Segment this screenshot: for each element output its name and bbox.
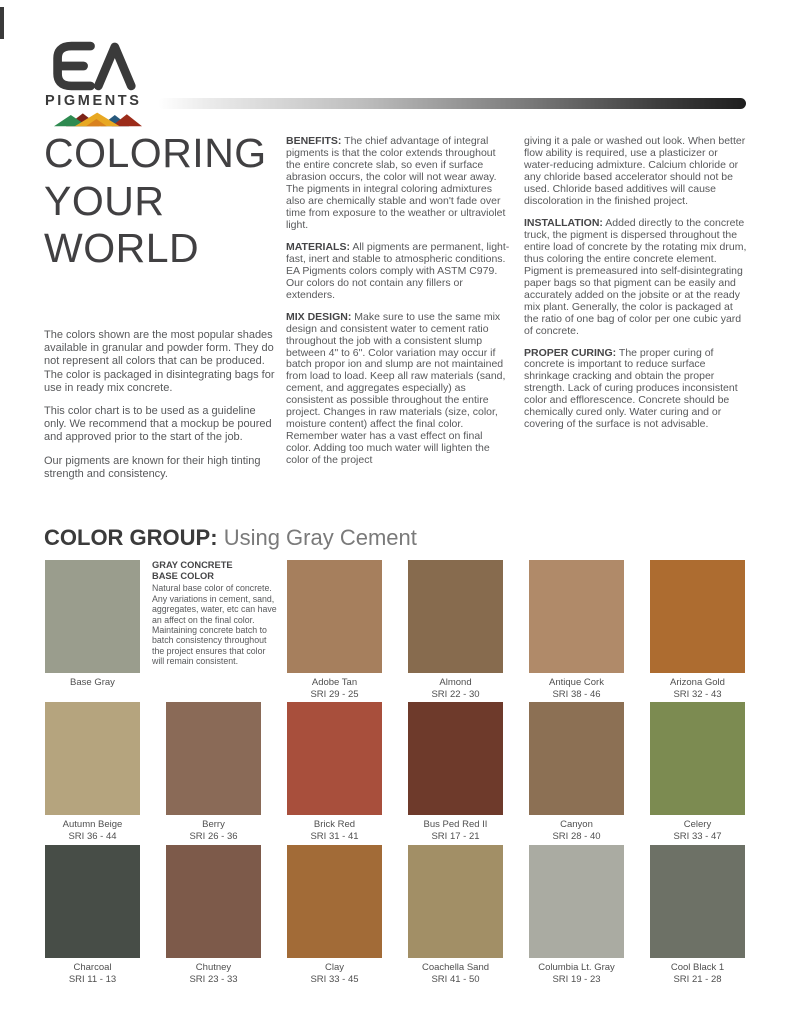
swatch-cell	[45, 560, 140, 702]
swatch-sri: SRI 29 - 25	[310, 689, 359, 701]
swatch-name: Autumn Beige	[62, 819, 123, 830]
color-swatch	[287, 560, 382, 673]
color-swatch	[45, 560, 140, 673]
color-group-value: Using Gray Cement	[223, 525, 417, 550]
swatch-sri: SRI 32 - 43	[673, 689, 722, 701]
proper-curing-paragraph: PROPER CURING: The proper curing of concrete is important to reduce surface shrinkage cracking and obtain the proper strength. Lack of curing produces inconsistent color and efflorescence. Concrete should be chemically cured only. Water curing and or covering of the surface is not advisable.	[524, 346, 738, 431]
color-swatch	[650, 702, 745, 815]
swatch-name: Antique Cork	[549, 677, 604, 688]
page-title-line1: COLORING	[44, 130, 267, 176]
swatch-sri: SRI 26 - 36	[189, 831, 238, 843]
swatch-sri: SRI 31 - 41	[310, 831, 359, 843]
intro-paragraph-1: The colors shown are the most popular shades available in granular and powder form. They do not represent all colors that can be produced. The color is packaged in disintegrating bags for use in ready mix concrete.	[44, 329, 275, 394]
swatch-sri: SRI 41 - 50	[431, 974, 480, 986]
color-swatch	[45, 845, 140, 958]
swatch-row-2	[45, 702, 750, 844]
swatch-name: Charcoal	[73, 962, 112, 973]
installation-label: INSTALLATION:	[524, 216, 603, 229]
swatch-sri: SRI 17 - 21	[431, 831, 480, 843]
swatch-row-1	[45, 560, 750, 702]
swatch-sri: SRI 21 - 28	[673, 974, 722, 986]
swatch-name: Canyon	[560, 819, 593, 830]
swatch-cell	[287, 702, 382, 844]
color-swatch	[650, 560, 745, 673]
intro-paragraph-3: Our pigments are known for their high tinting strength and consistency.	[44, 454, 261, 480]
mix-design-paragraph: MIX DESIGN: Make sure to use the same mix design and consistent water to cement ratio throughout the job with a consistent slump between 4" to 6". Color variation may occur if batch propor ion and slump are not maintained from load to load. Keep all raw materials (sand, cement, and aggregates especially) as consistent as possible throughout the entire project. Changes in raw materials (size, color, moisture content) affect the final color. Remember water has a vast effect on final color. Adding too much water will lighten the color of the project	[286, 310, 506, 467]
page-title-line3: WORLD	[44, 225, 200, 272]
intro-column	[44, 329, 276, 491]
swatch-name: Almond	[439, 677, 472, 688]
swatch-name: Clay	[324, 962, 344, 973]
color-swatch	[287, 702, 382, 815]
color-swatch	[529, 560, 624, 673]
swatch-name: Base Gray	[70, 677, 115, 688]
swatch-cell	[650, 560, 745, 702]
color-swatch	[529, 845, 624, 958]
swatch-sri: SRI 19 - 23	[552, 974, 601, 986]
swatch-cell	[166, 845, 261, 987]
swatch-sri: SRI 23 - 33	[189, 974, 238, 986]
swatch-name: Cool Black 1	[670, 962, 725, 973]
middle-column	[286, 136, 510, 477]
swatch-cell	[166, 702, 261, 844]
swatch-cell	[529, 702, 624, 844]
header-gradient-rule	[158, 98, 746, 109]
benefits-label: BENEFITS:	[286, 135, 342, 147]
swatch-name: Arizona Gold	[670, 677, 725, 688]
color-swatch	[529, 702, 624, 815]
swatch-cell	[650, 702, 745, 844]
swatch-sri: SRI 36 - 44	[68, 831, 117, 843]
swatch-sri: SRI 22 - 30	[431, 689, 480, 701]
gray-concrete-note-heading: GRAY CONCRETE BASE COLOR	[152, 560, 233, 581]
swatch-cell	[287, 845, 382, 987]
swatch-cell	[650, 845, 745, 987]
swatch-sri: SRI 38 - 46	[552, 689, 601, 701]
swatch-cell	[45, 845, 140, 987]
logo-subtitle: PIGMENTS	[45, 93, 142, 109]
swatch-name: Adobe Tan	[311, 677, 358, 688]
color-swatch	[287, 845, 382, 958]
ea-pigments-logo	[44, 40, 154, 132]
swatch-cell	[529, 560, 624, 702]
color-swatch	[408, 845, 503, 958]
swatch-name: Coachella Sand	[421, 962, 490, 973]
swatch-sri: SRI 33 - 45	[310, 974, 359, 986]
swatch-name: Brick Red	[313, 819, 356, 830]
swatch-name: Chutney	[195, 962, 232, 973]
color-swatch	[408, 560, 503, 673]
swatch-cell	[45, 702, 140, 844]
materials-label: MATERIALS:	[286, 240, 350, 253]
continued-paragraph: giving it a pale or washed out look. When better flow ability is required, use a plasticizer or water-reducing admixture. Calcium chloride or any chloride based accelerator should not be used. Chloride based additives will cause discoloration in the finished project.	[524, 135, 746, 207]
benefits-paragraph: BENEFITS: The chief advantage of integral pigments is that the color extends throughout the entire concrete slab, so even if surface abrasion occurs, the color will not wear away. The pigments in integral coloring admixtures also are chemically stable and won't fade over time from exposure to the weather or ultraviolet light.	[286, 135, 506, 231]
swatch-sri: SRI 11 - 13	[68, 974, 117, 986]
swatch-name: Celery	[683, 819, 712, 830]
gray-concrete-note-text: Natural base color of concrete. Any variations in cement, sand, aggregates, water, etc can have an affect on the final color. Maintaining concrete batch to batch consistency throughout the project ensures that color will remain consistent.	[152, 583, 277, 666]
swatch-cell	[408, 702, 503, 844]
pigment-piles-icon	[44, 111, 152, 127]
ea-logo-icon	[44, 40, 144, 92]
swatch-cell	[408, 845, 503, 987]
color-group-heading	[44, 525, 417, 551]
swatch-name: Bus Ped Red II	[423, 819, 488, 830]
swatch-sri: SRI 28 - 40	[552, 831, 601, 843]
page-title	[44, 130, 267, 273]
page-title-line2: YOUR	[44, 177, 165, 224]
intro-paragraph-2: This color chart is to be used as a guideline only. We recommend that a mockup be poured and approved prior to the start of the job.	[44, 404, 272, 444]
proper-curing-label: PROPER CURING:	[524, 346, 617, 359]
color-swatch	[45, 702, 140, 815]
swatch-name: Columbia Lt. Gray	[538, 962, 615, 973]
color-swatch	[166, 702, 261, 815]
page-edge-mark	[0, 7, 4, 39]
gray-concrete-note	[152, 560, 280, 666]
color-swatch	[650, 845, 745, 958]
materials-paragraph: MATERIALS: All pigments are permanent, light-fast, inert and stable to atmospheric conditions. EA Pigments colors comply with ASTM C979. Our colors do not contain any fillers or extenders.	[286, 240, 510, 301]
swatch-row-3	[45, 845, 750, 987]
swatch-name: Berry	[202, 819, 225, 830]
installation-paragraph: INSTALLATION: Added directly to the concrete truck, the pigment is dispersed throughout the entire load of concrete by the rotating mix drum, thus coloring the entire concrete element. Pigment is premeasured into self-disintegrating paper bags so that pigment can be easily and accurately added on the jobsite or at the ready mix plant. Generally, the color is packaged at the ratio of one bag of color per one cubic yard of concrete.	[524, 216, 747, 337]
right-column	[524, 136, 748, 441]
color-swatch	[408, 702, 503, 815]
color-swatch	[166, 845, 261, 958]
color-group-label: COLOR GROUP:	[44, 525, 218, 550]
swatch-cell	[408, 560, 503, 702]
swatch-cell	[287, 560, 382, 702]
swatch-cell	[529, 845, 624, 987]
mix-design-label: MIX DESIGN:	[286, 310, 352, 323]
swatch-sri: SRI 33 - 47	[673, 831, 722, 843]
